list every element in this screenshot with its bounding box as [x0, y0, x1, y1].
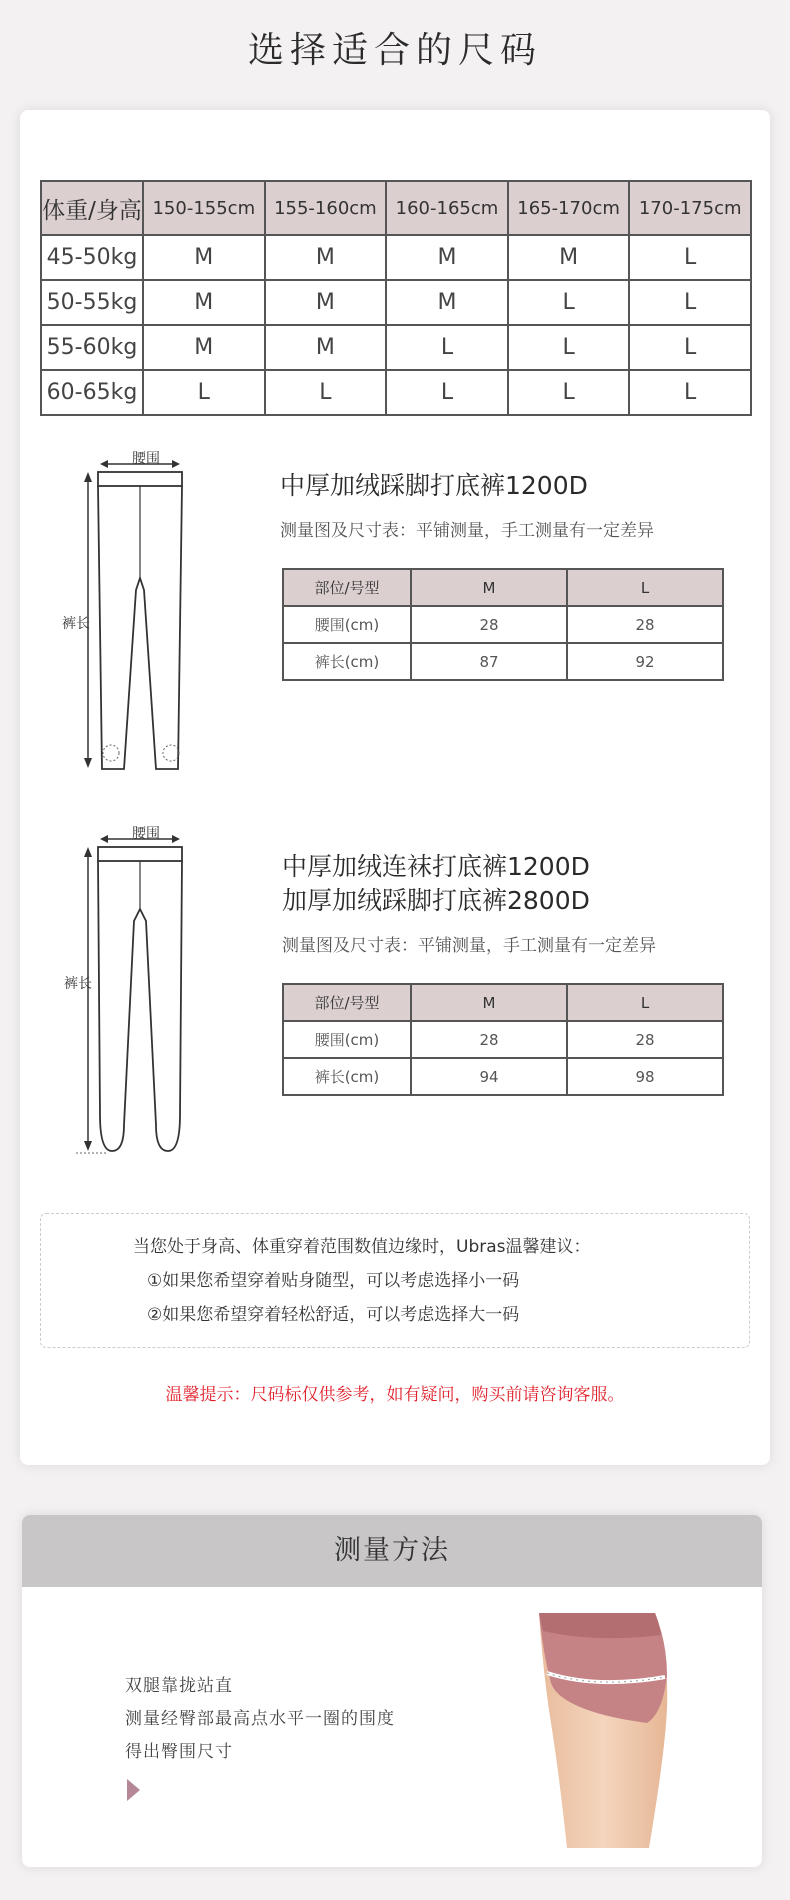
size-cell: L — [629, 235, 751, 280]
table-cell: 28 — [567, 1021, 723, 1058]
table-cell: 28 — [411, 606, 567, 643]
table-cell: 28 — [411, 1021, 567, 1058]
size-cell: L — [508, 325, 630, 370]
product2-title-line2: 加厚加绒踩脚打底裤2800D — [282, 886, 590, 915]
waist-label: 腰围 — [132, 451, 160, 467]
height-header: 155-160cm — [265, 181, 387, 235]
advice-tip1: ①如果您希望穿着贴身随型，可以考虑选择小一码 — [147, 1271, 520, 1291]
product1-size-table — [282, 568, 724, 681]
size-chart-header-row — [41, 181, 751, 235]
table-cell: 87 — [411, 643, 567, 680]
table-header: 部位/号型 — [283, 569, 411, 606]
size-cell: M — [265, 235, 387, 280]
size-cell: L — [265, 370, 387, 415]
measure-title: 测量方法 — [22, 1515, 762, 1587]
product2-size-table — [282, 983, 724, 1096]
size-chart-row — [41, 280, 751, 325]
waist-label: 腰围 — [132, 826, 160, 842]
advice-tip2: ②如果您希望穿着轻松舒适，可以考虑选择大一码 — [147, 1305, 520, 1325]
size-guide-card — [20, 110, 770, 1465]
size-cell: L — [629, 325, 751, 370]
table-header: 部位/号型 — [283, 984, 411, 1021]
size-chart-row — [41, 325, 751, 370]
size-cell: L — [508, 280, 630, 325]
size-cell: L — [386, 370, 508, 415]
play-triangle-icon — [127, 1779, 140, 1801]
product2-desc: 测量图及尺寸表：平铺测量，手工测量有一定差异 — [282, 936, 656, 956]
table-cell: 94 — [411, 1058, 567, 1095]
measure-step: 双腿靠拢站直 — [125, 1676, 233, 1696]
product2-title-line1: 中厚加绒连袜打底裤1200D — [282, 852, 590, 881]
measure-step: 测量经臀部最高点水平一圈的围度 — [125, 1709, 395, 1729]
tights-footed-diagram — [70, 825, 210, 1165]
table-cell: 92 — [567, 643, 723, 680]
table-header: M — [411, 984, 567, 1021]
measure-card — [22, 1515, 762, 1867]
size-chart-row — [41, 235, 751, 280]
table-cell: 腰围(cm) — [283, 1021, 411, 1058]
table-cell: 28 — [567, 606, 723, 643]
table-header: M — [411, 569, 567, 606]
advice-box — [40, 1213, 750, 1348]
weight-cell: 55-60kg — [41, 325, 143, 370]
weight-cell: 45-50kg — [41, 235, 143, 280]
size-cell: M — [143, 280, 265, 325]
table-header: L — [567, 569, 723, 606]
length-label: 裤长 — [62, 616, 90, 632]
table-row — [283, 606, 723, 643]
table-row — [283, 1021, 723, 1058]
table-cell: 裤长(cm) — [283, 1058, 411, 1095]
weight-cell: 60-65kg — [41, 370, 143, 415]
size-cell: M — [508, 235, 630, 280]
page-title: 选择适合的尺码 — [247, 30, 542, 71]
size-chart-row — [41, 370, 751, 415]
table-cell: 98 — [567, 1058, 723, 1095]
product1-desc: 测量图及尺寸表：平铺测量，手工测量有一定差异 — [280, 521, 654, 541]
height-header: 170-175cm — [629, 181, 751, 235]
size-cell: L — [629, 370, 751, 415]
product1-title: 中厚加绒踩脚打底裤1200D — [280, 471, 588, 500]
size-cell: M — [265, 325, 387, 370]
size-cell: L — [386, 325, 508, 370]
weight-cell: 50-55kg — [41, 280, 143, 325]
size-cell: L — [629, 280, 751, 325]
height-header: 150-155cm — [143, 181, 265, 235]
table-cell: 裤长(cm) — [283, 643, 411, 680]
length-label: 裤长 — [64, 976, 92, 992]
measure-step: 得出臀围尺寸 — [125, 1742, 233, 1762]
size-chart-table — [40, 180, 752, 416]
table-cell: 腰围(cm) — [283, 606, 411, 643]
advice-intro: 当您处于身高、体重穿着范围数值边缘时，Ubras温馨建议： — [133, 1237, 591, 1257]
size-chart-corner: 体重/身高 — [41, 181, 143, 235]
size-cell: L — [508, 370, 630, 415]
size-cell: M — [386, 280, 508, 325]
size-cell: M — [143, 235, 265, 280]
height-header: 165-170cm — [508, 181, 630, 235]
leggings-footed-diagram — [70, 450, 210, 790]
table-row — [283, 643, 723, 680]
size-cell: M — [143, 325, 265, 370]
size-cell: L — [143, 370, 265, 415]
size-cell: M — [386, 235, 508, 280]
height-header: 160-165cm — [386, 181, 508, 235]
table-header: L — [567, 984, 723, 1021]
hip-measure-illustration — [537, 1613, 687, 1848]
table-row — [283, 1058, 723, 1095]
warning-text: 温馨提示：尺码标仅供参考，如有疑问，购买前请咨询客服。 — [165, 1385, 625, 1405]
size-cell: M — [265, 280, 387, 325]
